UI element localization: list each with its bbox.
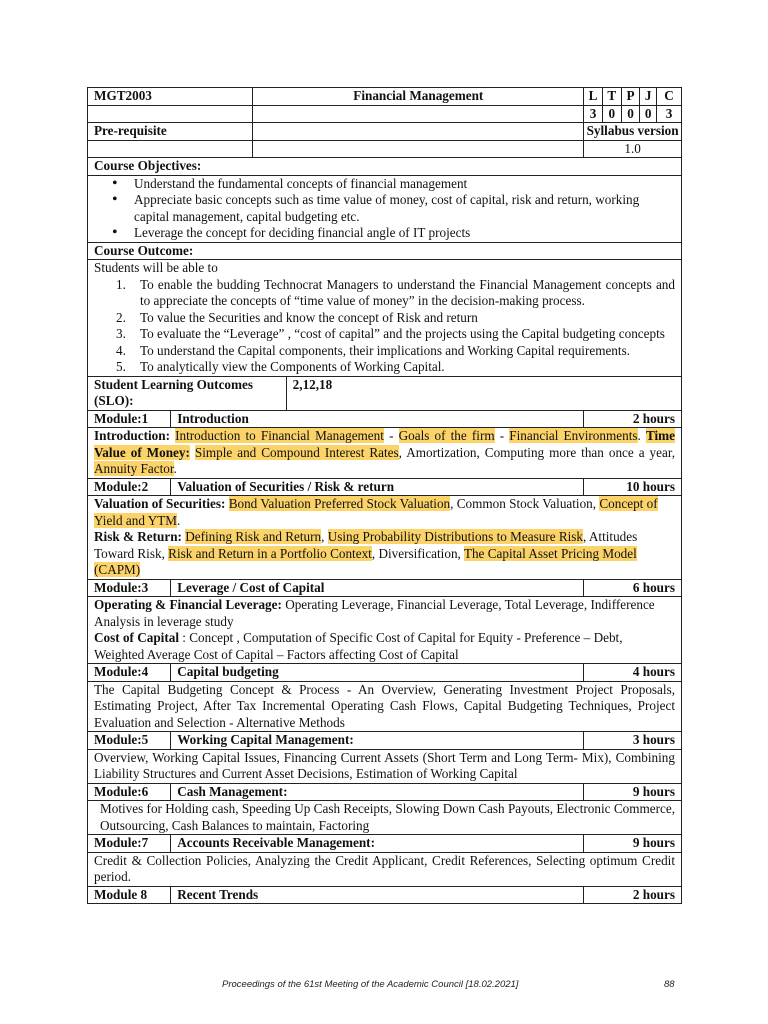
module-2-content: Valuation of Securities: Bond Valuation Preferred Stock Valuation, Common Stock Valuation, Concept of Yield and YTM. Risk & Return: Defining Risk and Return, Using Probability Distributions to Measure Risk, Attitudes Toward Risk, Risk and Return in a Portfolio Context, Diversification, The Capital Asset Pricing Model (CAPM) <box>88 496 682 580</box>
module-title: Valuation of Securities / Risk & return <box>171 478 584 496</box>
module-6-content: Motives for Holding cash, Speeding Up Cash Receipts, Slowing Down Cash Payouts, Electronic Commerce, Outsourcing, Cash Balances to maintain, Factoring <box>88 801 682 835</box>
course-title: Financial Management <box>253 88 584 106</box>
module-title: Cash Management: <box>171 783 584 801</box>
module-title: Leverage / Cost of Capital <box>171 579 584 597</box>
ltpjc-label: J <box>640 88 657 106</box>
module-hours: 3 hours <box>584 732 682 750</box>
prerequisite-label: Pre-requisite <box>88 123 253 141</box>
module-label: Module 8 <box>88 886 171 904</box>
outcomes-intro: Students will be able to <box>94 260 218 275</box>
module-7-content: Credit & Collection Policies, Analyzing the Credit Applicant, Credit References, Selecting optimum Credit period. <box>88 852 682 886</box>
module-3-content: Operating & Financial Leverage: Operating Leverage, Financial Leverage, Total Leverage, Indifference Analysis in leverage study Cost of Capital : Concept , Computation of Specific Cost of Capital for Equity - Preference – Debt, Weighted Average Cost of Capital – Factors affecting Cost of Capital <box>88 597 682 664</box>
module-title: Capital budgeting <box>171 664 584 682</box>
module-hours: 2 hours <box>584 886 682 904</box>
objectives-section <box>88 175 682 242</box>
outcomes-section <box>88 260 682 377</box>
objective-item: • Appreciate basic concepts such as time value of money, cost of capital, risk and return, working capital management, capital budgeting etc. <box>134 192 675 225</box>
ltpjc-label: C <box>656 88 681 106</box>
module-hours: 6 hours <box>584 579 682 597</box>
objective-item: • Leverage the concept for deciding financial angle of IT projects <box>134 225 675 242</box>
syllabus-version-value: 1.0 <box>584 140 682 158</box>
module-1-content: Introduction: Introduction to Financial Management - Goals of the firm - Financial Environments. Time Value of Money: Simple and Compound Interest Rates, Amortization, Computing more than once a year, Annuity Factor. <box>88 428 682 479</box>
syllabus-table <box>87 87 682 904</box>
outcome-item: 2. To value the Securities and know the concept of Risk and return <box>116 309 478 325</box>
ltpjc-value: 3 <box>656 105 681 123</box>
ltpjc-label: P <box>621 88 640 106</box>
module-label: Module:7 <box>88 835 171 853</box>
objectives-heading: Course Objectives: <box>88 158 682 176</box>
page-number: 88 <box>664 979 675 990</box>
ltpjc-label: L <box>584 88 603 106</box>
module-hours: 10 hours <box>584 478 682 496</box>
module-5-content: Overview, Working Capital Issues, Financing Current Assets (Short Term and Long Term- Mix), Combining Liability Structures and Current Asset Decisions, Estimation of Working Capital <box>88 749 682 783</box>
syllabus-version-label: Syllabus version <box>584 123 682 141</box>
outcome-item: 3. To evaluate the “Leverage” , “cost of capital” and the projects using the Capital budgeting concepts <box>116 326 665 341</box>
slo-value: 2,12,18 <box>286 376 681 410</box>
module-title: Working Capital Management: <box>171 732 584 750</box>
slo-label: Student Learning Outcomes (SLO): <box>88 376 287 410</box>
module-label: Module:1 <box>88 410 171 428</box>
outcome-item: 1. To enable the budding Technocrat Managers to understand the Financial Management concepts and to appreciate the concepts of “time value of money” in the decision-making process. <box>116 276 675 308</box>
course-code: MGT2003 <box>88 88 253 106</box>
outcomes-heading: Course Outcome: <box>88 242 682 260</box>
module-hours: 9 hours <box>584 783 682 801</box>
module-hours: 9 hours <box>584 835 682 853</box>
ltpjc-value: 0 <box>621 105 640 123</box>
outcome-item: 4. To understand the Capital components, their implications and Working Capital requirements. <box>116 342 630 358</box>
module-hours: 4 hours <box>584 664 682 682</box>
syllabus-page <box>87 87 682 904</box>
footer-text: Proceedings of the 61st Meeting of the Academic Council [18.02.2021] <box>222 979 519 990</box>
outcome-item: 5. To analytically view the Components of Working Capital. <box>116 359 445 374</box>
ltpjc-value: 0 <box>602 105 621 123</box>
ltpjc-label: T <box>602 88 621 106</box>
module-4-content: The Capital Budgeting Concept & Process - An Overview, Generating Investment Project Proposals, Estimating Project, After Tax Incremental Operating Cash Flows, Capital Budgeting Techniques, Project Evaluation and Selection - Alternative Methods <box>88 681 682 732</box>
module-label: Module:4 <box>88 664 171 682</box>
module-hours: 2 hours <box>584 410 682 428</box>
module-label: Module:6 <box>88 783 171 801</box>
module-title: Introduction <box>171 410 584 428</box>
module-label: Module:3 <box>88 579 171 597</box>
module-title: Recent Trends <box>171 886 584 904</box>
module-label: Module:5 <box>88 732 171 750</box>
ltpjc-value: 3 <box>584 105 603 123</box>
module-label: Module:2 <box>88 478 171 496</box>
module-title: Accounts Receivable Management: <box>171 835 584 853</box>
ltpjc-value: 0 <box>640 105 657 123</box>
objective-item: • Understand the fundamental concepts of financial management <box>134 176 675 193</box>
